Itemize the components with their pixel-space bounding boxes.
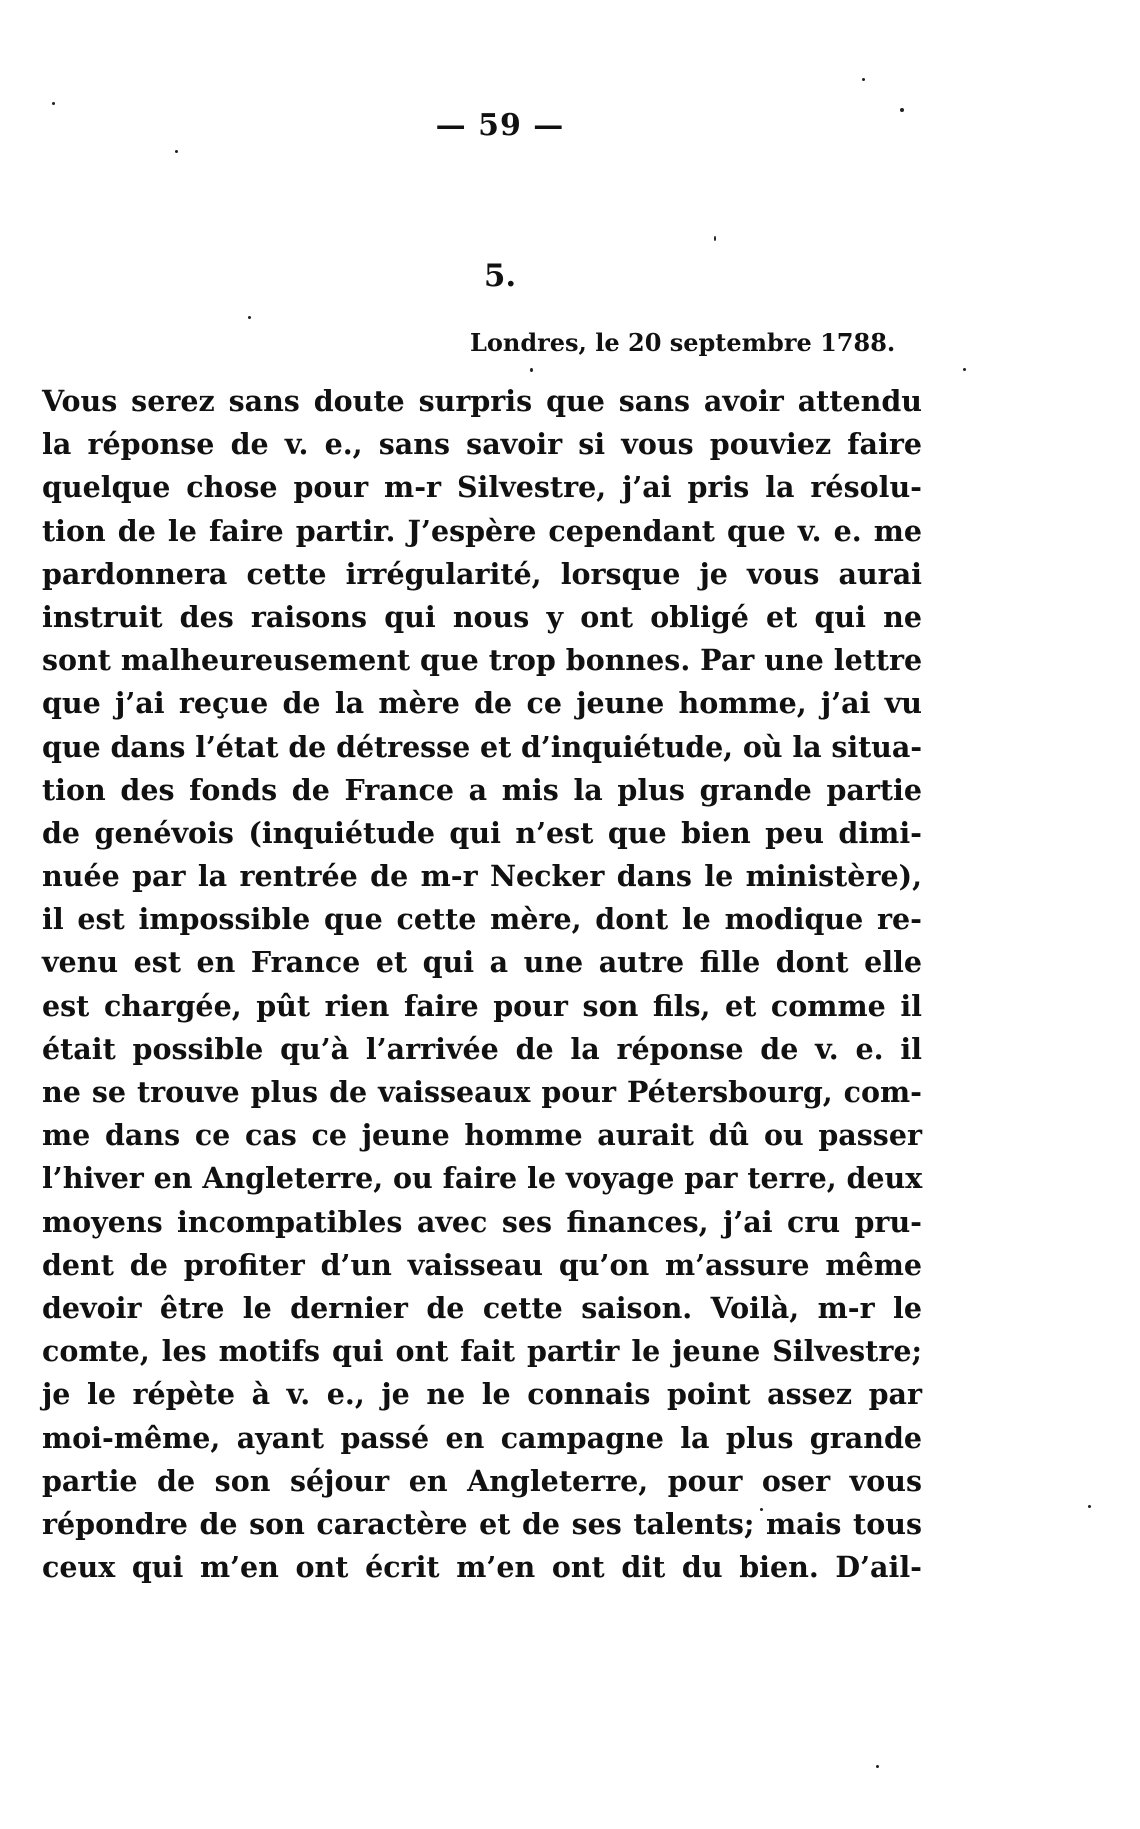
text-line: nuée par la rentrée de m-r Necker dans le ministère), xyxy=(42,859,922,894)
text-line: partie de son séjour en Angleterre, pour oser vous xyxy=(42,1463,922,1498)
page-number: — 59 — xyxy=(435,108,565,143)
dateline: Londres, le 20 septembre 1788. xyxy=(470,328,896,357)
text-line: était possible qu’à l’arrivée de la réponse de v. e. il xyxy=(42,1031,922,1066)
text-line: répondre de son caractère et de ses talents; mais tous xyxy=(42,1506,922,1541)
text-line: me dans ce cas ce jeune homme aurait dû ou passer xyxy=(42,1118,922,1153)
text-line: de genévois (inquiétude qui n’est que bien peu dimi- xyxy=(42,815,922,850)
text-line: ceux qui m’en ont écrit m’en ont dit du bien. D’ail- xyxy=(42,1550,922,1585)
text-line: tion de le faire partir. J’espère cependant que v. e. me xyxy=(42,513,922,548)
text-line: dent de profiter d’un vaisseau qu’on m’assure même xyxy=(42,1247,922,1282)
letter-number: 5. xyxy=(483,258,517,294)
text-line: que dans l’état de détresse et d’inquiétude, où la situa- xyxy=(42,729,922,764)
text-line: est chargée, pût rien faire pour son fils, et comme il xyxy=(42,988,922,1023)
text-line: comte, les motifs qui ont fait partir le jeune Silvestre; xyxy=(42,1334,922,1369)
text-line: je le répète à v. e., je ne le connais point assez par xyxy=(42,1377,922,1412)
text-line: l’hiver en Angleterre, ou faire le voyage par terre, deux xyxy=(42,1161,923,1196)
text-line: ne se trouve plus de vaisseaux pour Pétersbourg, com- xyxy=(42,1075,922,1109)
text-line: sont malheureusement que trop bonnes. Par une lettre xyxy=(42,643,923,678)
text-line: il est impossible que cette mère, dont le modique re- xyxy=(42,902,922,937)
text-line: Vous serez sans doute surpris que sans avoir attendu xyxy=(42,384,922,418)
text-line: la réponse de v. e., sans savoir si vous pouviez faire xyxy=(42,427,922,462)
text-line: instruit des raisons qui nous y ont obligé et qui ne xyxy=(42,599,922,634)
text-line: moi-même, ayant passé en campagne la plus grande xyxy=(42,1420,922,1455)
text-line: quelque chose pour m-r Silvestre, j’ai pris la résolu- xyxy=(42,470,922,505)
text-line: pardonnera cette irrégularité, lorsque je vous aurai xyxy=(42,556,922,591)
text-line: devoir être le dernier de cette saison. Voilà, m-r le xyxy=(42,1290,922,1325)
letter-body xyxy=(42,380,922,1589)
text-line: que j’ai reçue de la mère de ce jeune homme, j’ai vu xyxy=(42,686,922,721)
text-line: moyens incompatibles avec ses finances, j’ai cru pru- xyxy=(42,1204,922,1239)
text-line: tion des fonds de France a mis la plus grande partie xyxy=(42,772,922,807)
text-line: venu est en France et qui a une autre fille dont elle xyxy=(42,945,922,980)
